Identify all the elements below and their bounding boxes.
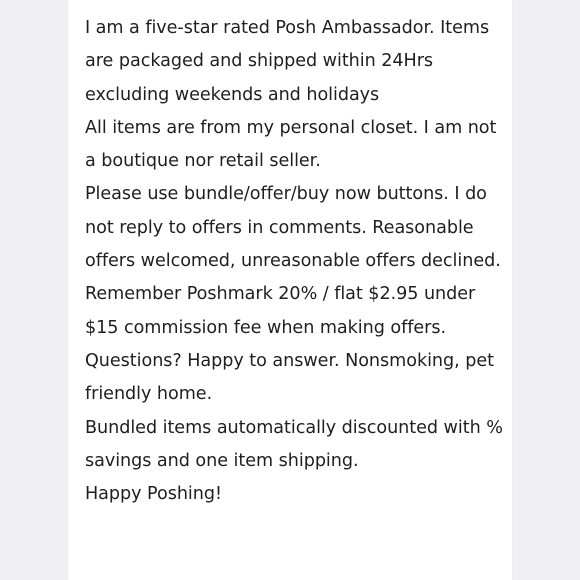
description-paragraph-signoff: Happy Poshing! — [85, 484, 222, 505]
right-margin — [512, 0, 580, 580]
description-panel — [68, 0, 512, 580]
description-paragraph-ambassador: I am a five-star rated Posh Ambassador. Items are packaged and shipped within 24Hrs excluding weekends and holidays — [85, 18, 490, 105]
description-paragraph-questions: Questions? Happy to answer. Nonsmoking, pet friendly home. — [85, 350, 494, 405]
description-paragraph-closet: All items are from my personal closet. I am not a boutique nor retail seller. — [85, 117, 497, 172]
listing-description — [85, 12, 509, 511]
description-paragraph-bundles: Bundled items automatically discounted with % savings and one item shipping. — [85, 417, 503, 471]
left-margin — [0, 0, 68, 580]
description-paragraph-offers: Please use bundle/offer/buy now buttons. I do not reply to offers in comments. Reasonable offers welcomed, unreasonable offers declined. Remember Poshmark 20% / flat $2.95 under $15 commission fee when making offers. — [85, 184, 501, 338]
